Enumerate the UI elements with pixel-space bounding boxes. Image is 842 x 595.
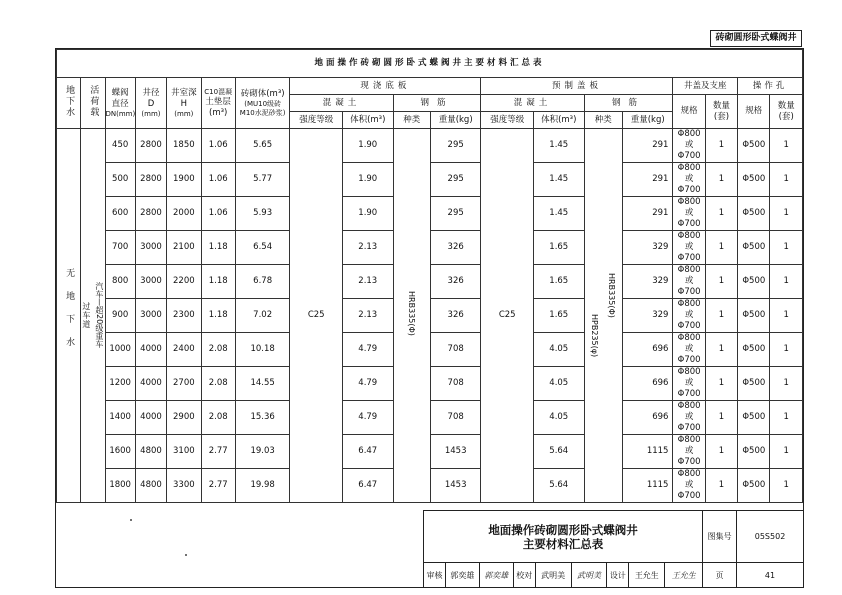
cell-d: 3000	[135, 231, 166, 265]
cell-cover-qty: 1	[705, 401, 737, 435]
cell-precast-volume: 1.45	[533, 129, 584, 163]
cell-cover-qty: 1	[705, 197, 737, 231]
cell-c10: 1.06	[201, 197, 235, 231]
cell-h: 1900	[167, 163, 201, 197]
groundwater-cell: 无地下水	[57, 129, 81, 503]
check-label: 校对	[513, 563, 535, 588]
cell-hole-spec: Φ500	[738, 129, 770, 163]
header-load: 活荷载	[81, 78, 105, 129]
cell-c10: 1.18	[201, 231, 235, 265]
cell-precast-weight: 291	[622, 197, 673, 231]
cell-precast-volume: 1.45	[533, 163, 584, 197]
cell-cast-volume: 4.79	[342, 401, 393, 435]
cell-precast-volume: 1.65	[533, 265, 584, 299]
cell-cover-spec: Φ800或Φ700	[673, 265, 705, 299]
design-name: 王允生	[629, 563, 665, 588]
cell-h: 2700	[167, 367, 201, 401]
cell-cover-spec: Φ800或Φ700	[673, 469, 705, 503]
cell-hole-qty: 1	[770, 401, 803, 435]
header-cast-strength: 强度等级	[290, 112, 343, 129]
cell-precast-weight: 696	[622, 333, 673, 367]
cell-h: 3100	[167, 435, 201, 469]
cell-cover-spec: Φ800或Φ700	[673, 435, 705, 469]
cell-hole-spec: Φ500	[738, 401, 770, 435]
cell-cast-volume: 4.79	[342, 333, 393, 367]
cell-dn: 600	[105, 197, 135, 231]
cast-strength-cell: C25	[290, 129, 343, 503]
cell-dn: 1200	[105, 367, 135, 401]
cell-dn: 1000	[105, 333, 135, 367]
cell-cover-qty: 1	[705, 231, 737, 265]
cell-precast-volume: 1.65	[533, 231, 584, 265]
cell-dn: 900	[105, 299, 135, 333]
cell-brick: 5.93	[235, 197, 290, 231]
cell-dn: 1600	[105, 435, 135, 469]
cell-precast-weight: 696	[622, 401, 673, 435]
header-cast-type: 种类	[393, 112, 430, 129]
cell-hole-qty: 1	[770, 129, 803, 163]
atlas-label: 图集号	[703, 511, 737, 563]
cell-hole-qty: 1	[770, 333, 803, 367]
precast-strength-cell: C25	[481, 129, 534, 503]
cell-cast-volume: 4.79	[342, 367, 393, 401]
cell-cast-volume: 1.90	[342, 163, 393, 197]
cell-hole-spec: Φ500	[738, 265, 770, 299]
cell-d: 4800	[135, 469, 166, 503]
cell-cast-volume: 2.13	[342, 231, 393, 265]
cell-precast-weight: 291	[622, 163, 673, 197]
header-precast-rebar: 钢筋	[584, 95, 673, 112]
cell-precast-weight: 1115	[622, 435, 673, 469]
table-row	[57, 163, 803, 197]
cast-rebar-type-cell: HRB335(Φ)	[393, 129, 430, 503]
page-label: 页	[703, 563, 737, 588]
cell-d: 4000	[135, 367, 166, 401]
cell-dn: 1800	[105, 469, 135, 503]
cell-hole-spec: Φ500	[738, 333, 770, 367]
cell-precast-volume: 5.64	[533, 435, 584, 469]
header-cover: 井盖及支座	[673, 78, 738, 95]
cell-hole-spec: Φ500	[738, 469, 770, 503]
table-title: 地面操作砖砌圆形卧式蝶阀井主要材料汇总表	[57, 50, 803, 78]
check-signature: 武明美	[571, 563, 607, 588]
header-precast-slab: 预制盖板	[481, 78, 673, 95]
check-name: 武明美	[535, 563, 571, 588]
cell-cover-qty: 1	[705, 299, 737, 333]
cell-cover-spec: Φ800或Φ700	[673, 367, 705, 401]
cell-cast-weight: 1453	[430, 469, 481, 503]
table-row	[57, 197, 803, 231]
header-cast-rebar: 钢筋	[393, 95, 481, 112]
header-cast-concrete: 混凝土	[290, 95, 393, 112]
cell-dn: 800	[105, 265, 135, 299]
atlas-number: 05S502	[737, 511, 804, 563]
cell-d: 2800	[135, 129, 166, 163]
cell-dn: 1400	[105, 401, 135, 435]
cell-brick: 5.65	[235, 129, 290, 163]
cell-precast-weight: 329	[622, 231, 673, 265]
header-precast-concrete: 混凝土	[481, 95, 584, 112]
title-block	[423, 510, 804, 588]
cell-precast-volume: 4.05	[533, 333, 584, 367]
cell-d: 4000	[135, 401, 166, 435]
cell-hole-spec: Φ500	[738, 435, 770, 469]
cell-d: 2800	[135, 163, 166, 197]
header-precast-weight: 重量(kg)	[622, 112, 673, 129]
cell-h: 2900	[167, 401, 201, 435]
cell-c10: 2.77	[201, 435, 235, 469]
header-dn: 蝶阀 直径 DN(mm)	[105, 78, 135, 129]
cell-cover-qty: 1	[705, 129, 737, 163]
scan-speck	[130, 519, 132, 521]
cell-hole-spec: Φ500	[738, 367, 770, 401]
header-h: 井室深 H (mm)	[167, 78, 201, 129]
cell-cast-weight: 326	[430, 231, 481, 265]
design-label: 设计	[607, 563, 629, 588]
cell-cast-volume: 2.13	[342, 299, 393, 333]
cell-brick: 15.36	[235, 401, 290, 435]
cell-hole-qty: 1	[770, 367, 803, 401]
cell-hole-qty: 1	[770, 265, 803, 299]
cell-cast-volume: 1.90	[342, 197, 393, 231]
cell-cover-spec: Φ800或Φ700	[673, 231, 705, 265]
cell-brick: 19.98	[235, 469, 290, 503]
cell-d: 4800	[135, 435, 166, 469]
header-precast-type: 种类	[584, 112, 622, 129]
cell-cover-spec: Φ800或Φ700	[673, 129, 705, 163]
cell-hole-spec: Φ500	[738, 299, 770, 333]
header-op-hole: 操作孔	[738, 78, 803, 95]
cell-cover-spec: Φ800或Φ700	[673, 163, 705, 197]
cell-precast-volume: 4.05	[533, 367, 584, 401]
table-row	[57, 299, 803, 333]
table-row	[57, 469, 803, 503]
header-cast-slab: 现浇底板	[290, 78, 481, 95]
drawing-series-label: 砖砌圆形卧式蝶阀井	[710, 30, 802, 47]
review-name: 郭奕雄	[445, 563, 479, 588]
cell-brick: 10.18	[235, 333, 290, 367]
cell-cover-spec: Φ800或Φ700	[673, 299, 705, 333]
cell-cast-volume: 6.47	[342, 435, 393, 469]
table-row	[57, 231, 803, 265]
cell-cover-qty: 1	[705, 163, 737, 197]
cell-c10: 2.08	[201, 333, 235, 367]
cell-precast-weight: 291	[622, 129, 673, 163]
title-block-title: 地面操作砖砌圆形卧式蝶阀井 主要材料汇总表	[424, 511, 703, 563]
header-cast-weight: 重量(kg)	[430, 112, 481, 129]
precast-rebar-type-cell: HPB235(φ) HRB335(Φ)	[584, 129, 622, 503]
cell-c10: 1.06	[201, 129, 235, 163]
cell-cast-weight: 708	[430, 367, 481, 401]
cell-cover-qty: 1	[705, 333, 737, 367]
design-signature: 王允生	[665, 563, 703, 588]
cell-c10: 1.18	[201, 299, 235, 333]
cell-brick: 19.03	[235, 435, 290, 469]
cell-hole-qty: 1	[770, 469, 803, 503]
cell-cover-qty: 1	[705, 367, 737, 401]
cell-cast-weight: 326	[430, 265, 481, 299]
cell-hole-qty: 1	[770, 163, 803, 197]
cell-cast-weight: 295	[430, 163, 481, 197]
cell-cast-weight: 1453	[430, 435, 481, 469]
review-signature: 郭奕雄	[479, 563, 513, 588]
cell-precast-weight: 329	[622, 265, 673, 299]
cell-precast-volume: 1.65	[533, 299, 584, 333]
cell-c10: 2.08	[201, 401, 235, 435]
header-cover-qty: 数量(套)	[705, 95, 737, 129]
cell-h: 1850	[167, 129, 201, 163]
cell-h: 2300	[167, 299, 201, 333]
cell-cast-weight: 295	[430, 129, 481, 163]
review-label: 审核	[424, 563, 446, 588]
cell-dn: 500	[105, 163, 135, 197]
cell-cast-volume: 6.47	[342, 469, 393, 503]
cell-c10: 2.77	[201, 469, 235, 503]
header-d: 井径 D (mm)	[135, 78, 166, 129]
cell-cover-qty: 1	[705, 435, 737, 469]
page-number: 41	[737, 563, 804, 588]
cell-cover-qty: 1	[705, 469, 737, 503]
cell-precast-weight: 1115	[622, 469, 673, 503]
cell-dn: 700	[105, 231, 135, 265]
materials-table	[56, 49, 803, 503]
cell-precast-volume: 4.05	[533, 401, 584, 435]
cell-cover-spec: Φ800或Φ700	[673, 401, 705, 435]
cell-brick: 5.77	[235, 163, 290, 197]
cell-precast-volume: 5.64	[533, 469, 584, 503]
header-cast-volume: 体积(m³)	[342, 112, 393, 129]
header-hole-qty: 数量(套)	[770, 95, 803, 129]
cell-cast-weight: 326	[430, 299, 481, 333]
cell-brick: 7.02	[235, 299, 290, 333]
header-c10: C10混凝 土垫层 (m³)	[201, 78, 235, 129]
cell-cast-volume: 1.90	[342, 129, 393, 163]
cell-precast-volume: 1.45	[533, 197, 584, 231]
cell-h: 2000	[167, 197, 201, 231]
cell-hole-qty: 1	[770, 197, 803, 231]
header-precast-strength: 强度等级	[481, 112, 534, 129]
cell-h: 3300	[167, 469, 201, 503]
cell-d: 3000	[135, 299, 166, 333]
cell-brick: 6.54	[235, 231, 290, 265]
cell-cast-volume: 2.13	[342, 265, 393, 299]
cell-precast-weight: 696	[622, 367, 673, 401]
cell-d: 4000	[135, 333, 166, 367]
header-precast-volume: 体积(m³)	[533, 112, 584, 129]
cell-cover-spec: Φ800或Φ700	[673, 333, 705, 367]
cell-d: 2800	[135, 197, 166, 231]
cell-brick: 6.78	[235, 265, 290, 299]
cell-hole-qty: 1	[770, 231, 803, 265]
cell-hole-spec: Φ500	[738, 163, 770, 197]
cell-cast-weight: 708	[430, 401, 481, 435]
cell-hole-qty: 1	[770, 299, 803, 333]
load-cell: 过车道 汽车—超20级重车	[81, 129, 105, 503]
cell-c10: 1.06	[201, 163, 235, 197]
cell-brick: 14.55	[235, 367, 290, 401]
cell-hole-spec: Φ500	[738, 231, 770, 265]
table-row	[57, 401, 803, 435]
cell-d: 3000	[135, 265, 166, 299]
cell-cast-weight: 708	[430, 333, 481, 367]
cell-cover-spec: Φ800或Φ700	[673, 197, 705, 231]
table-row	[57, 333, 803, 367]
header-hole-spec: 规格	[738, 95, 770, 129]
header-groundwater: 地下水	[57, 78, 81, 129]
cell-c10: 2.08	[201, 367, 235, 401]
table-row	[57, 367, 803, 401]
cell-cast-weight: 295	[430, 197, 481, 231]
cell-hole-qty: 1	[770, 435, 803, 469]
header-brick: 砖砌体(m³) (MU10级砖 M10水泥砂浆)	[235, 78, 290, 129]
scan-speck	[185, 554, 187, 556]
cell-cover-qty: 1	[705, 265, 737, 299]
cell-c10: 1.18	[201, 265, 235, 299]
cell-hole-spec: Φ500	[738, 197, 770, 231]
cell-h: 2100	[167, 231, 201, 265]
header-cover-spec: 规格	[673, 95, 705, 129]
cell-precast-weight: 329	[622, 299, 673, 333]
cell-h: 2200	[167, 265, 201, 299]
cell-h: 2400	[167, 333, 201, 367]
table-row	[57, 435, 803, 469]
table-row	[57, 129, 803, 163]
cell-dn: 450	[105, 129, 135, 163]
table-row	[57, 265, 803, 299]
